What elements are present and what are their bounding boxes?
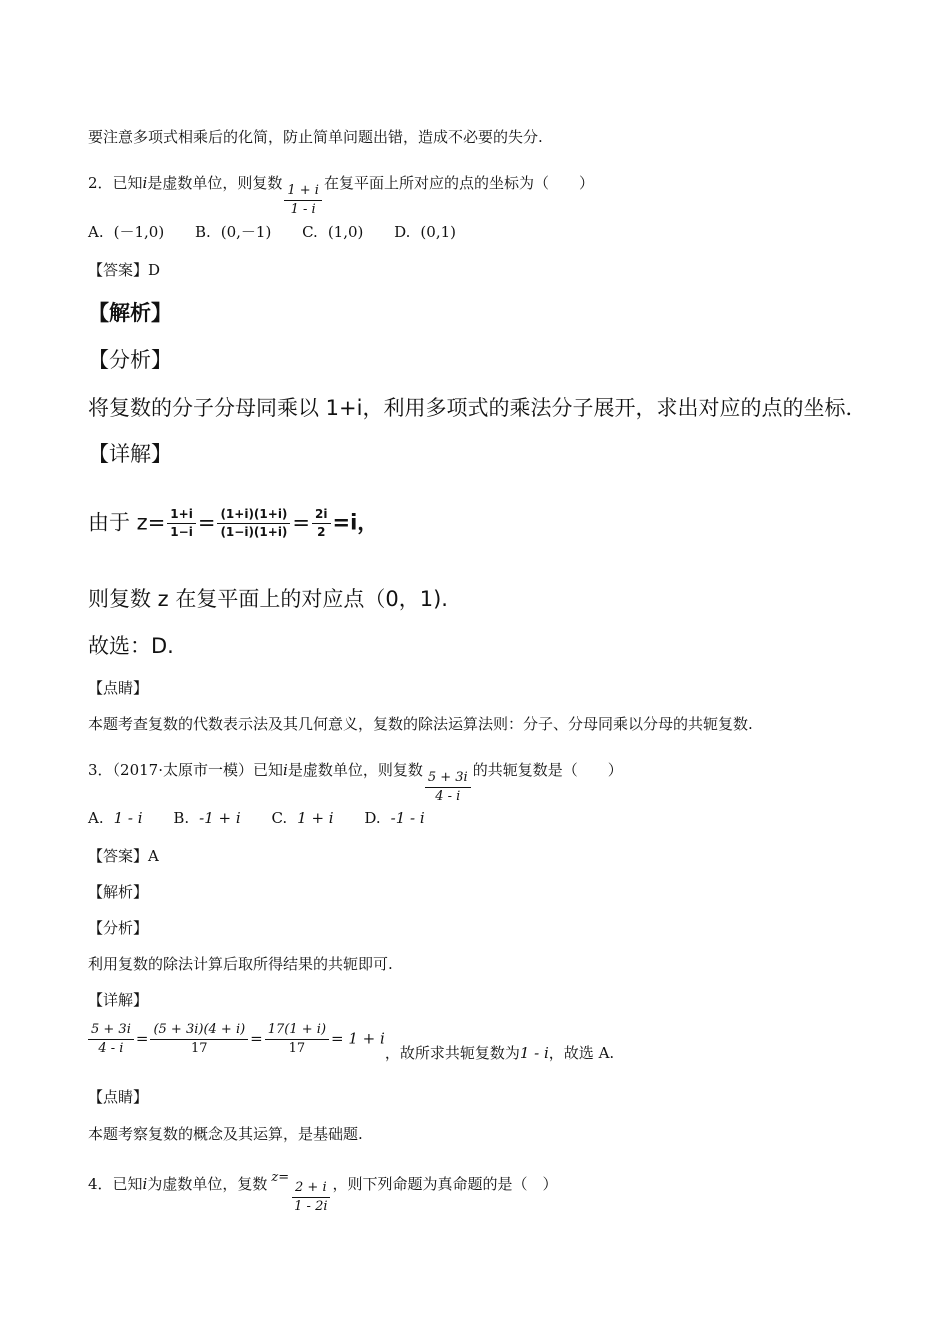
q4-stem bbox=[88, 1168, 558, 1215]
option-label: D. bbox=[394, 223, 411, 241]
q3-option-c bbox=[271, 808, 333, 828]
frac-den: 2 bbox=[317, 525, 326, 539]
equals-sign: = bbox=[292, 510, 311, 535]
q2-frac-den: 1 - i bbox=[290, 202, 316, 217]
q2-frac-2 bbox=[217, 507, 290, 540]
frac-num: 17(1 + i) bbox=[265, 1022, 329, 1040]
q4-stem-a: 4．已知 bbox=[88, 1175, 143, 1193]
q2-frac-num: 1 + i bbox=[284, 183, 322, 201]
q2-dianjing-text: 本题考查复数的代数表示法及其几何意义，复数的除法运算法则：分子、分母同乘以分母的共轭复数. bbox=[88, 715, 753, 733]
frac-den: (1−i)(1+i) bbox=[220, 525, 288, 539]
frac-den: 1−i bbox=[170, 525, 193, 539]
option-label: B. bbox=[173, 809, 190, 827]
q2-fenxi-heading: 【分析】 bbox=[88, 348, 172, 372]
q3-answer: 【答案】A bbox=[88, 847, 159, 865]
q3-dianjing-text: 本题考察复数的概念及其运算，是基础题. bbox=[88, 1125, 363, 1143]
q4-frac-den: 1 - 2i bbox=[294, 1199, 328, 1214]
q3-stem-c: 的共轭复数是（ ） bbox=[472, 761, 623, 779]
frac-den: 17 bbox=[191, 1041, 208, 1056]
q3-result: = 1 + i bbox=[331, 1029, 385, 1048]
q2-option-c bbox=[302, 222, 363, 242]
q3-expr-3 bbox=[265, 1022, 329, 1057]
q2-fenxi-text: 将复数的分子分母同乘以 1+i，利用多项式的乘法分子展开，求出对应的点的坐标． bbox=[88, 396, 867, 420]
q3-derivation bbox=[88, 1022, 614, 1063]
q2-options bbox=[88, 222, 482, 242]
q3-dianjing-heading: 【点睛】 bbox=[88, 1088, 149, 1106]
option-label: B. bbox=[194, 223, 211, 241]
q3-stem-a: 3．（2017·太原市一模）已知 bbox=[88, 761, 283, 779]
frac-den: 17 bbox=[288, 1041, 306, 1056]
q3-tail-value: 1 - i bbox=[519, 1043, 549, 1062]
q3-fenxi-text: 利用复数的除法计算后取所得结果的共轭即可. bbox=[88, 955, 393, 973]
q3-tail-b: ，故选 A. bbox=[548, 1043, 615, 1062]
equals-sign: = bbox=[250, 1029, 263, 1048]
frac-num: 2i bbox=[312, 507, 330, 524]
q3-frac-num: 5 + 3i bbox=[425, 770, 471, 788]
q4-equals: = bbox=[278, 1170, 290, 1185]
option-label: C. bbox=[302, 223, 318, 241]
q3-tail-a: ，故所求共轭复数为 bbox=[384, 1043, 520, 1062]
q2-eq-end: =i， bbox=[332, 510, 379, 535]
q2-frac-1 bbox=[167, 507, 196, 540]
q2-youyu: 由于 z= bbox=[88, 510, 166, 535]
option-label: A. bbox=[88, 223, 104, 241]
q4-stem-c: ，则下列命题为真命题的是（ ） bbox=[332, 1175, 558, 1193]
q2-guxuan: 故选：D. bbox=[88, 634, 174, 658]
option-label: A. bbox=[88, 809, 104, 827]
q2-jiexi-heading: 【解析】 bbox=[88, 301, 172, 325]
q2-point-text: 则复数 z 在复平面上的对应点（0，1). bbox=[88, 587, 448, 611]
q2-xiangjie-heading: 【详解】 bbox=[88, 442, 172, 466]
frac-num: (5 + 3i)(4 + i) bbox=[150, 1022, 248, 1040]
option-value: -1 - i bbox=[390, 809, 425, 827]
q3-fenxi-heading: 【分析】 bbox=[88, 919, 149, 937]
frac-num: (1+i)(1+i) bbox=[217, 507, 290, 524]
q3-option-a bbox=[88, 808, 143, 828]
q2-stem-a: 2．已知 bbox=[88, 174, 143, 192]
q2-stem-b: 是虚数单位，则复数 bbox=[147, 174, 283, 192]
q2-stem-c: 在复平面上所对应的点的坐标为（ ） bbox=[323, 174, 594, 192]
q2-derivation bbox=[88, 507, 378, 540]
q3-frac-den: 4 - i bbox=[435, 789, 461, 804]
q3-xiangjie-heading: 【详解】 bbox=[88, 991, 149, 1009]
q2-dianjing-heading: 【点睛】 bbox=[88, 679, 149, 697]
q3-option-b bbox=[173, 808, 240, 828]
q2-option-a bbox=[88, 222, 164, 242]
q4-stem-b: 为虚数单位，复数 bbox=[147, 1175, 268, 1193]
q2-option-b bbox=[195, 222, 271, 242]
option-label: D. bbox=[364, 809, 381, 827]
q4-i-symbol: i bbox=[142, 1175, 148, 1193]
option-value: -1 + i bbox=[199, 809, 241, 827]
q2-option-d bbox=[394, 222, 456, 242]
option-value: (0,1) bbox=[420, 223, 456, 241]
frac-num: 5 + 3i bbox=[88, 1022, 134, 1040]
option-value: 1 - i bbox=[113, 809, 143, 827]
option-value: (1,0) bbox=[327, 223, 364, 241]
q2-frac-3 bbox=[312, 507, 330, 540]
option-value: (－1,0) bbox=[113, 223, 165, 241]
frac-num: 1+i bbox=[167, 507, 196, 524]
q2-answer: 【答案】D bbox=[88, 261, 161, 279]
q4-frac-num: 2 + i bbox=[292, 1180, 330, 1198]
intro-text: 要注意多项式相乘后的化简，防止简单问题出错，造成不必要的失分. bbox=[88, 128, 543, 146]
q2-fraction bbox=[284, 183, 322, 218]
q3-tail bbox=[385, 1043, 614, 1063]
option-label: C. bbox=[271, 809, 288, 827]
q4-z-symbol: z bbox=[271, 1170, 279, 1185]
q3-stem-b: 是虚数单位，则复数 bbox=[287, 761, 423, 779]
q2-i-symbol: i bbox=[142, 174, 148, 192]
frac-den: 4 - i bbox=[98, 1041, 124, 1056]
q3-options bbox=[88, 808, 451, 828]
q3-stem bbox=[88, 760, 623, 805]
equals-sign: = bbox=[135, 1029, 149, 1048]
q4-fraction bbox=[291, 1180, 330, 1215]
option-value: 1 + i bbox=[297, 809, 334, 827]
q3-option-d bbox=[364, 808, 424, 828]
equals-sign: = bbox=[197, 510, 216, 535]
option-value: (0,－1) bbox=[220, 223, 272, 241]
q3-expr-1 bbox=[88, 1022, 134, 1057]
q3-fraction bbox=[425, 770, 471, 805]
q3-i-symbol: i bbox=[283, 761, 288, 779]
q3-expr-2 bbox=[150, 1022, 248, 1057]
q2-stem bbox=[88, 173, 594, 218]
q3-jiexi-heading: 【解析】 bbox=[88, 883, 149, 901]
